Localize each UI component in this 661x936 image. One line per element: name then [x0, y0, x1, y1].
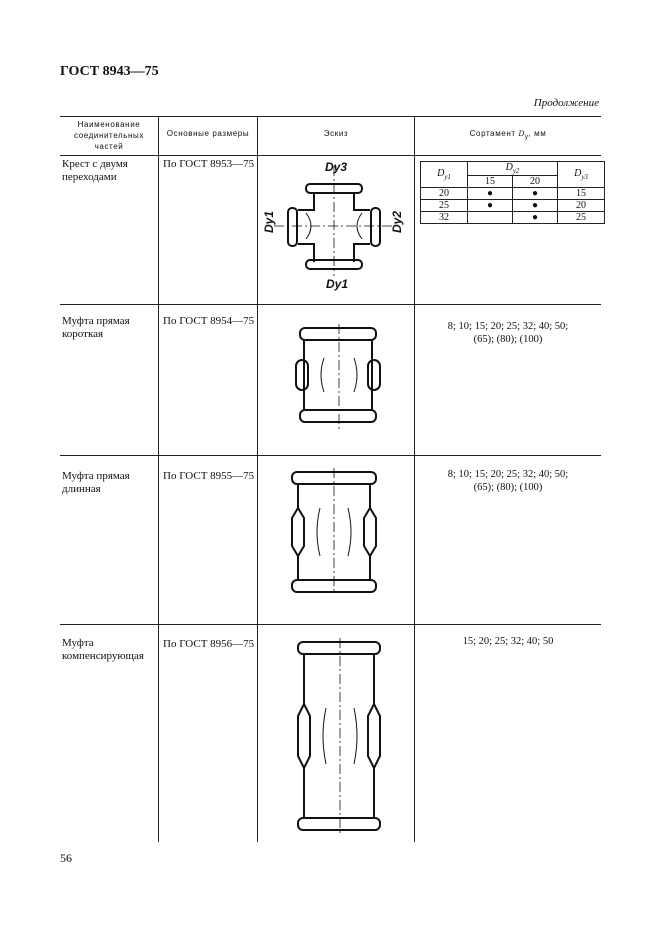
label-dy1-left: Dy1 — [262, 210, 277, 234]
row-3-assortment: 8; 10; 15; 20; 25; 32; 40; 50; (65); (80); (100) — [447, 469, 569, 493]
compensating-coupling-sketch — [292, 636, 392, 836]
row-4-assortment: 15; 20; 25; 32; 40; 50 — [462, 636, 554, 647]
row-2-name: Муфта прямая короткая — [62, 315, 130, 340]
cross-row-3-dy1: 32 — [421, 212, 468, 224]
cross-row-1-dy1: 20 — [421, 188, 468, 200]
th-dy2-20: 20 — [513, 176, 558, 188]
row-3-standard: По ГОСТ 8955—75 — [163, 470, 255, 482]
cross-row-2-dy3: 20 — [558, 200, 605, 212]
cross-row-3-20: ● — [513, 212, 558, 224]
column-header-assortment — [416, 128, 600, 144]
cross-row-3-15 — [468, 212, 513, 224]
assortment-symbol: D — [518, 129, 525, 138]
document-title: ГОСТ 8943—75 — [60, 64, 159, 79]
table-header-border — [60, 155, 601, 156]
cross-row-1-dy3: 15 — [558, 188, 605, 200]
page-number: 56 — [60, 851, 72, 865]
assortment-sub: y — [524, 134, 529, 141]
continuation-label: Продолжение — [533, 97, 599, 109]
column-header-dims: Основные размеры — [166, 129, 250, 138]
table-top-border — [60, 116, 601, 117]
cross-row-2-15: ● — [468, 200, 513, 212]
label-dy3: Dy3 — [325, 160, 348, 174]
assortment-prefix: Сортамент — [469, 129, 516, 138]
th-dy1: $D_{y1}$ — [421, 162, 468, 188]
row-3-name: Муфта прямая длинная — [62, 470, 130, 495]
col-divider-2 — [257, 116, 258, 842]
column-header-name: Наименование соединительных частей — [74, 120, 144, 151]
th-dy2-15: 15 — [468, 176, 513, 188]
cross-row-2-dy1: 25 — [421, 200, 468, 212]
cross-row-3-dy3: 25 — [558, 212, 605, 224]
row-4-name: Муфта компенсирующая — [62, 637, 144, 662]
row-2-assortment: 8; 10; 15; 20; 25; 32; 40; 50; (65); (80); (100) — [447, 321, 569, 345]
row-1-standard: По ГОСТ 8953—75 — [163, 158, 255, 170]
assortment-unit: , мм — [528, 129, 547, 138]
cross-assortment-table — [420, 161, 605, 224]
long-coupling-sketch — [288, 466, 388, 596]
col-divider-1 — [158, 116, 159, 842]
label-dy1-bottom: Dy1 — [326, 277, 349, 291]
cross-row-1-15: ● — [468, 188, 513, 200]
th-dy3: $D_{y3}$ — [558, 162, 605, 188]
col-divider-3 — [414, 116, 415, 842]
label-dy2-right: Dy2 — [390, 210, 405, 234]
row-1-name: Крест с двумя переходами — [62, 158, 128, 183]
cross-row-1-20: ● — [513, 188, 558, 200]
row-divider-2 — [60, 455, 601, 456]
row-divider-3 — [60, 624, 601, 625]
th-dy2: $D_{y2}$ — [468, 162, 558, 176]
row-divider-1 — [60, 304, 601, 305]
row-4-standard: По ГОСТ 8956—75 — [163, 638, 255, 650]
cross-row-2-20: ● — [513, 200, 558, 212]
short-coupling-sketch — [290, 322, 390, 432]
row-2-standard: По ГОСТ 8954—75 — [163, 315, 255, 327]
column-header-sketch: Эскиз — [323, 129, 349, 138]
